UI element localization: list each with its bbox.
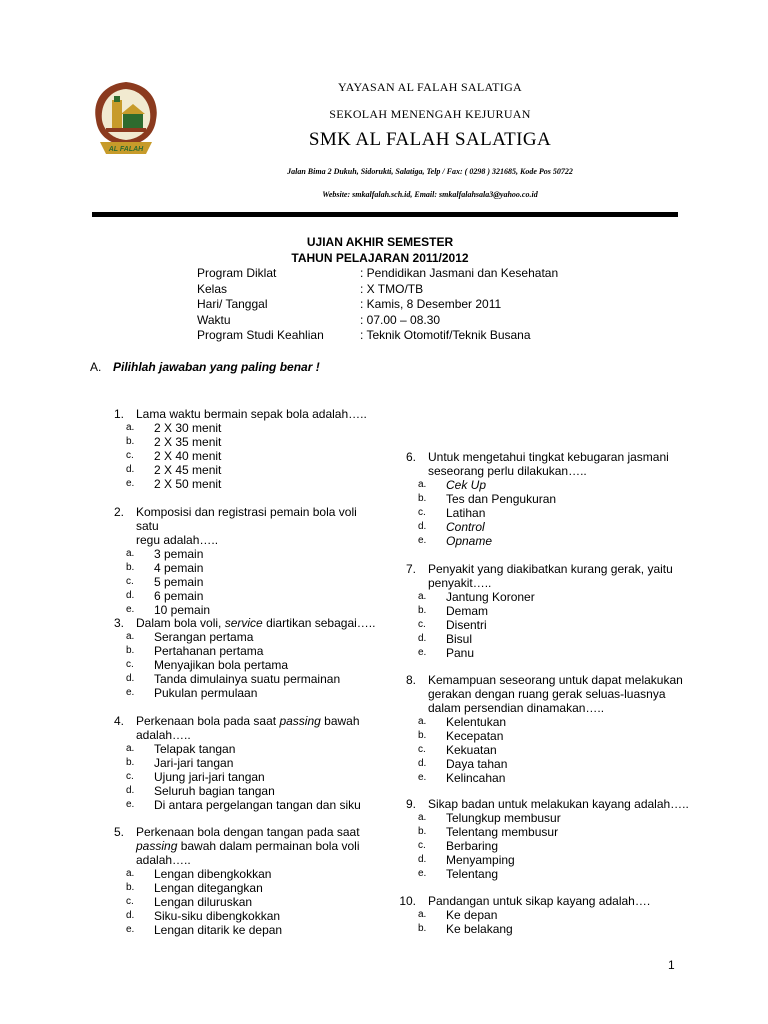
option-letter: b. — [126, 436, 135, 447]
question-number: 5. — [113, 825, 124, 839]
exam-title: UJIAN AKHIR SEMESTER — [306, 235, 454, 249]
option-text: Serangan pertama — [154, 630, 254, 644]
option-letter: e. — [418, 647, 427, 658]
option-text: 2 X 50 menit — [154, 477, 222, 491]
option-letter: e. — [126, 478, 135, 489]
question-number: 4. — [113, 714, 124, 728]
info-label: Waktu — [197, 313, 231, 327]
option-letter: b. — [418, 605, 427, 616]
option-text: Berbaring — [446, 839, 499, 853]
section-instruction: Pilihlah jawaban yang paling benar ! — [113, 360, 320, 374]
option-letter: c. — [418, 840, 426, 851]
option-letter: e. — [418, 772, 427, 783]
option-text: Ke belakang — [446, 922, 513, 936]
answer-option — [404, 646, 704, 660]
page-number: 1 — [668, 958, 675, 972]
answer-option — [112, 881, 382, 895]
option-letter: d. — [418, 758, 427, 769]
answer-option — [404, 908, 704, 922]
answer-option — [112, 463, 382, 477]
option-text: Telentang — [446, 867, 499, 881]
option-letter: d. — [418, 854, 427, 865]
question-4 — [112, 714, 382, 812]
option-text: Kelincahan — [446, 771, 506, 785]
answer-option — [112, 421, 382, 435]
answer-option — [112, 867, 382, 881]
option-text: Lengan dibengkokkan — [154, 867, 272, 881]
question-number: 2. — [113, 505, 124, 519]
option-letter: b. — [126, 882, 135, 893]
option-letter: e. — [126, 799, 135, 810]
option-letter: c. — [418, 744, 426, 755]
answer-option — [112, 672, 382, 686]
question-text — [136, 616, 382, 630]
option-letter: a. — [418, 909, 427, 920]
answer-option — [404, 811, 704, 825]
question-text — [428, 797, 704, 811]
option-text: 4 pemain — [154, 561, 204, 575]
option-letter: c. — [126, 659, 134, 670]
question-text — [136, 714, 382, 742]
option-letter: b. — [126, 757, 135, 768]
question-number: 6. — [405, 450, 416, 464]
question-7 — [404, 562, 704, 660]
option-text: Menyamping — [446, 853, 515, 867]
question-text — [428, 562, 704, 590]
option-text: Demam — [446, 604, 489, 618]
info-value: : X TMO/TB — [360, 282, 424, 296]
answer-option — [404, 618, 704, 632]
option-text: Jantung Koroner — [446, 590, 535, 604]
question-text-line: Lama waktu bermain sepak bola adalah….. — [136, 407, 367, 421]
option-text: Telentang membusur — [446, 825, 559, 839]
option-text: Seluruh bagian tangan — [154, 784, 275, 798]
question-text-line: seseorang perlu dilakukan….. — [428, 464, 587, 478]
option-text: Opname — [446, 534, 493, 548]
option-text: Tanda dimulainya suatu permainan — [154, 672, 341, 686]
option-letter: d. — [418, 633, 427, 644]
answer-option — [112, 630, 382, 644]
option-text: Telapak tangan — [154, 742, 236, 756]
answer-option — [112, 798, 382, 812]
answer-option — [404, 506, 704, 520]
option-letter: a. — [126, 743, 135, 754]
question-text-line: Untuk mengetahui tingkat kebugaran jasmani — [428, 450, 669, 464]
answer-option — [112, 575, 382, 589]
question-text-line: regu adalah….. — [136, 533, 219, 547]
question-text-line: Pandangan untuk sikap kayang adalah…. — [428, 894, 651, 908]
option-letter: c. — [418, 507, 426, 518]
answer-option — [404, 632, 704, 646]
option-letter: a. — [418, 479, 427, 490]
option-letter: e. — [126, 687, 135, 698]
info-label: Program Studi Keahlian — [197, 328, 324, 342]
question-text-line: Kemampuan seseorang untuk dapat melakukan — [428, 673, 683, 687]
question-number: 8. — [405, 673, 416, 687]
answer-option — [112, 686, 382, 700]
question-text-line: adalah….. — [136, 853, 191, 867]
answer-option — [404, 715, 704, 729]
question-text — [136, 505, 382, 547]
option-letter: a. — [418, 591, 427, 602]
option-letter: a. — [418, 716, 427, 727]
question-9 — [404, 797, 704, 881]
option-text: Lengan diluruskan — [154, 895, 253, 909]
option-letter: d. — [126, 673, 135, 684]
question-10 — [399, 894, 704, 936]
question-text-line: passing bawah dalam permainan bola voli — [136, 839, 360, 853]
option-letter: b. — [126, 645, 135, 656]
option-letter: e. — [126, 604, 135, 615]
info-value: : Pendidikan Jasmani dan Kesehatan — [360, 266, 559, 280]
info-label: Program Diklat — [197, 266, 277, 280]
option-letter: d. — [418, 521, 427, 532]
option-letter: a. — [126, 548, 135, 559]
option-letter: d. — [126, 785, 135, 796]
answer-option — [404, 867, 704, 881]
foundation-name: YAYASAN AL FALAH SALATIGA — [337, 80, 523, 94]
answer-option — [404, 520, 704, 534]
answer-option — [404, 853, 704, 867]
question-8 — [404, 673, 704, 785]
school-name: SMK AL FALAH SALATIGA — [308, 129, 552, 150]
answer-option — [112, 784, 382, 798]
info-value: : Teknik Otomotif/Teknik Busana — [360, 328, 531, 342]
option-text: 10 pemain — [154, 603, 211, 617]
school-type: SEKOLAH MENENGAH KEJURUAN — [329, 107, 531, 121]
option-text: 2 X 45 menit — [154, 463, 222, 477]
answer-option — [112, 756, 382, 770]
question-text — [136, 825, 382, 867]
option-text: 2 X 30 menit — [154, 421, 222, 435]
option-text: Kelentukan — [446, 715, 507, 729]
question-text — [428, 673, 704, 715]
option-text: Jari-jari tangan — [154, 756, 234, 770]
answer-option — [404, 534, 704, 548]
option-letter: c. — [126, 771, 134, 782]
option-letter: a. — [126, 631, 135, 642]
option-text: 5 pemain — [154, 575, 204, 589]
option-text: Lengan ditegangkan — [154, 881, 263, 895]
question-text-line: Perkenaan bola pada saat passing bawah — [136, 714, 360, 728]
school-logo — [90, 78, 162, 160]
exam-year: TAHUN PELAJARAN 2011/2012 — [291, 251, 469, 265]
answer-option — [404, 604, 704, 618]
option-letter: c. — [126, 450, 134, 461]
option-text: Panu — [446, 646, 475, 660]
question-number: 10. — [399, 894, 416, 908]
question-text-line: Komposisi dan registrasi pemain bola voli satu — [136, 505, 357, 533]
info-value: : 07.00 – 08.30 — [360, 313, 441, 327]
option-letter: b. — [418, 923, 427, 934]
question-text-line: Penyakit yang diakibatkan kurang gerak, yaitu — [428, 562, 673, 576]
answer-option — [404, 492, 704, 506]
logo-text: AL FALAH — [108, 146, 144, 153]
option-letter: e. — [418, 535, 427, 546]
option-text: Lengan ditarik ke depan — [154, 923, 283, 937]
answer-option — [112, 770, 382, 784]
option-text: Latihan — [446, 506, 486, 520]
option-letter: d. — [126, 590, 135, 601]
option-text: Di antara pergelangan tangan dan siku — [154, 798, 361, 812]
question-number: 7. — [405, 562, 416, 576]
info-label: Hari/ Tanggal — [197, 297, 268, 311]
question-1 — [112, 407, 382, 491]
section-letter: A. — [90, 360, 102, 374]
question-text-line: adalah….. — [136, 728, 191, 742]
answer-option — [404, 590, 704, 604]
answer-option — [112, 449, 382, 463]
option-text: Tes dan Pengukuran — [446, 492, 557, 506]
header-divider — [92, 212, 678, 217]
question-number: 9. — [405, 797, 416, 811]
question-text-line: Sikap badan untuk melakukan kayang adalah….. — [428, 797, 689, 811]
question-number: 1. — [113, 407, 124, 421]
option-letter: b. — [418, 826, 427, 837]
answer-option — [404, 743, 704, 757]
answer-option — [404, 757, 704, 771]
answer-option — [404, 839, 704, 853]
option-text: Disentri — [446, 618, 487, 632]
option-text: 2 X 35 menit — [154, 435, 222, 449]
option-letter: d. — [126, 464, 135, 475]
option-text: Bisul — [446, 632, 473, 646]
question-text-line: gerakan dengan ruang gerak seluas-luasnya — [428, 687, 666, 701]
question-2 — [112, 505, 382, 617]
option-text: 6 pemain — [154, 589, 204, 603]
answer-option — [112, 435, 382, 449]
answer-option — [112, 923, 382, 937]
option-text: Pertahanan pertama — [154, 644, 264, 658]
answer-option — [112, 561, 382, 575]
question-5 — [112, 825, 382, 937]
info-label: Kelas — [197, 282, 228, 296]
school-address: Jalan Bima 2 Dukuh, Sidorukti, Salatiga, Telp / Fax: ( 0298 ) 321685, Kode Pos 50722 — [287, 167, 573, 176]
option-text: Ujung jari-jari tangan — [154, 770, 265, 784]
question-6 — [404, 450, 704, 548]
option-text: Telungkup membusur — [446, 811, 561, 825]
option-text: 2 X 40 menit — [154, 449, 222, 463]
option-letter: e. — [418, 868, 427, 879]
option-letter: b. — [126, 562, 135, 573]
answer-option — [404, 825, 704, 839]
option-letter: c. — [418, 619, 426, 630]
answer-option — [112, 547, 382, 561]
option-letter: a. — [418, 812, 427, 823]
question-text-line: penyakit….. — [428, 576, 492, 590]
answer-option — [404, 729, 704, 743]
option-text: Kecepatan — [446, 729, 504, 743]
option-letter: c. — [126, 576, 134, 587]
school-website: Website: smkalfalah.sch.id, Email: smkalfalahsala3@yahoo.co.id — [322, 190, 538, 199]
answer-option — [112, 477, 382, 491]
answer-option — [112, 658, 382, 672]
option-letter: a. — [126, 422, 135, 433]
question-text-line: dalam persendian dinamakan….. — [428, 701, 605, 715]
answer-option — [112, 895, 382, 909]
question-text-line: Perkenaan bola dengan tangan pada saat — [136, 825, 360, 839]
answer-option — [112, 909, 382, 923]
option-text: Ke depan — [446, 908, 498, 922]
option-text: Menyajikan bola pertama — [154, 658, 289, 672]
answer-option — [112, 742, 382, 756]
option-text: Control — [446, 520, 485, 534]
option-text: 3 pemain — [154, 547, 204, 561]
answer-option — [404, 771, 704, 785]
option-text: Kekuatan — [446, 743, 497, 757]
option-text: Daya tahan — [446, 757, 508, 771]
option-letter: c. — [126, 896, 134, 907]
option-letter: a. — [126, 868, 135, 879]
answer-option — [112, 603, 382, 617]
question-3 — [112, 616, 382, 700]
option-letter: b. — [418, 730, 427, 741]
question-text-line: Dalam bola voli, service diartikan sebagai….. — [136, 616, 376, 630]
option-letter: b. — [418, 493, 427, 504]
answer-option — [112, 589, 382, 603]
question-text — [136, 407, 382, 421]
option-text: Cek Up — [446, 478, 487, 492]
question-number: 3. — [113, 616, 124, 630]
answer-option — [404, 478, 704, 492]
answer-option — [404, 922, 704, 936]
option-letter: d. — [126, 910, 135, 921]
answer-option — [112, 644, 382, 658]
option-letter: e. — [126, 924, 135, 935]
question-text — [428, 450, 704, 478]
option-text: Pukulan permulaan — [154, 686, 258, 700]
question-text — [428, 894, 704, 908]
option-text: Siku-siku dibengkokkan — [154, 909, 281, 923]
info-value: : Kamis, 8 Desember 2011 — [360, 297, 502, 311]
